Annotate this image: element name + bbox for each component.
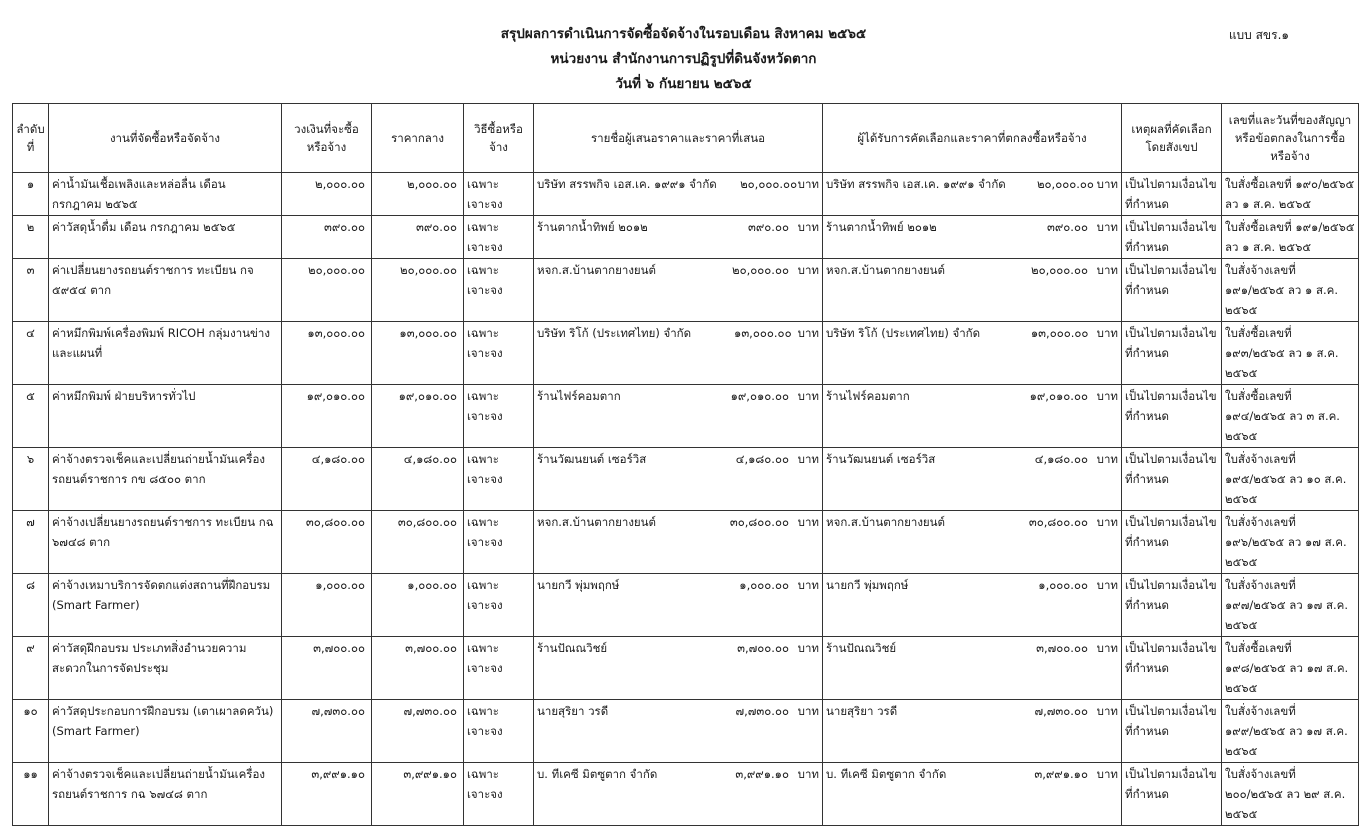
contract-reference: ใบสั่งจ้างเลขที่ ๒๐๐/๒๕๖๕ ลว ๒๙ ส.ค. ๒๕๖๕ [1222,763,1359,826]
table-body [13,173,1359,826]
bid-unit: บาท [797,578,819,592]
item-description: ค่าจ้างตรวจเช็คและเปลี่ยนถ่ายน้ำมันเครื่องรถยนต์ราชการ กข ๘๕๐๐ ตาก [49,448,282,511]
item-description: ค่าน้ำมันเชื้อเพลิงและหล่อลื่น เดือน กรกฎาคม ๒๕๖๕ [49,173,282,216]
contract-reference: ใบสั่งจ้างเลขที่ ๑๙๙/๒๕๖๕ ลว ๑๗ ส.ค. ๒๕๖๕ [1222,700,1359,763]
bid-amount: ๓,๗๐๐.๐๐ [737,641,789,655]
win-amount: ๗,๗๓๐.๐๐ [1034,704,1088,718]
median-price: ๓,๙๙๑.๑๐ [372,763,464,826]
col-header-bidders: รายชื่อผู้เสนอราคาและราคาที่เสนอ [534,104,823,173]
item-description: ค่าหมึกพิมพ์ ฝ่ายบริหารทั่วไป [49,385,282,448]
row-number: ๑๐ [13,700,49,763]
bidder-cell [534,216,823,259]
winner-cell [823,216,1122,259]
procurement-method: เฉพาะเจาะจง [464,700,534,763]
budget-amount: ๓,๙๙๑.๑๐ [282,763,372,826]
win-amount: ๑,๐๐๐.๐๐ [1038,578,1088,592]
document-title: สรุปผลการดำเนินการจัดซื้อจัดจ้างในรอบเดือน สิงหาคม ๒๕๖๕ [500,26,867,42]
selection-reason: เป็นไปตามเงื่อนไขที่กำหนด [1122,173,1222,216]
winner-name: หจก.ส.บ้านตากยางยนต์ [826,263,945,277]
median-price: ๒๐,๐๐๐.๐๐ [372,259,464,322]
bid-unit: บาท [797,326,819,340]
procurement-method: เฉพาะเจาะจง [464,763,534,826]
median-price: ๓๐,๘๐๐.๐๐ [372,511,464,574]
bidder-name: บริษัท สรรพกิจ เอส.เค. ๑๙๙๑ จำกัด [537,177,717,191]
bid-amount: ๓๙๐.๐๐ [748,220,789,234]
col-header-reason: เหตุผลที่คัดเลือกโดยสังเขป [1122,104,1222,173]
winner-name: นายสุริยา วรดี [826,704,898,718]
winner-cell [823,700,1122,763]
selection-reason: เป็นไปตามเงื่อนไขที่กำหนด [1122,322,1222,385]
budget-amount: ๑,๐๐๐.๐๐ [282,574,372,637]
bid-amount: ๗,๗๓๐.๐๐ [735,704,789,718]
document-header [0,22,1367,97]
item-description: ค่าเปลี่ยนยางรถยนต์ราชการ ทะเบียน กจ ๕๙๕๔ ตาก [49,259,282,322]
win-unit: บาท [1096,452,1118,466]
budget-amount: ๓๐,๘๐๐.๐๐ [282,511,372,574]
contract-reference: ใบสั่งซื้อเลขที่ ๑๙๐/๒๕๖๕ ลว ๑ ส.ค. ๒๕๖๕ [1222,173,1359,216]
row-number: ๘ [13,574,49,637]
bidder-name: บริษัท ริโก้ (ประเทศไทย) จำกัด [537,326,692,340]
col-header-budget: วงเงินที่จะซื้อหรือจ้าง [282,104,372,173]
winner-name: หจก.ส.บ้านตากยางยนต์ [826,515,945,529]
median-price: ๑,๐๐๐.๐๐ [372,574,464,637]
bidder-cell [534,700,823,763]
bid-unit: บาท [797,515,819,529]
bid-unit: บาท [797,767,819,781]
budget-amount: ๗,๗๓๐.๐๐ [282,700,372,763]
row-number: ๑๑ [13,763,49,826]
bidder-cell [534,322,823,385]
win-unit: บาท [1096,263,1118,277]
budget-amount: ๒๐,๐๐๐.๐๐ [282,259,372,322]
bid-amount: ๒๐,๐๐๐.๐๐ [740,177,798,191]
contract-reference: ใบสั่งซื้อเลขที่ ๑๙๓/๒๕๖๕ ลว ๑ ส.ค. ๒๕๖๕ [1222,322,1359,385]
agency-name: หน่วยงาน สำนักงานการปฏิรูปที่ดินจังหวัดตาก [550,51,817,67]
table-row [13,448,1359,511]
winner-name: ร้านไฟร์คอมตาก [826,389,910,403]
budget-amount: ๓,๗๐๐.๐๐ [282,637,372,700]
item-description: ค่าจ้างตรวจเช็คและเปลี่ยนถ่ายน้ำมันเครื่องรถยนต์ราชการ กฉ ๖๗๔๘ ตาก [49,763,282,826]
bidder-cell [534,511,823,574]
contract-reference: ใบสั่งจ้างเลขที่ ๑๙๑/๒๕๖๕ ลว ๑ ส.ค. ๒๕๖๕ [1222,259,1359,322]
win-amount: ๑๓,๐๐๐.๐๐ [1030,326,1089,340]
procurement-method: เฉพาะเจาะจง [464,448,534,511]
procurement-method: เฉพาะเจาะจง [464,259,534,322]
table-row [13,322,1359,385]
winner-cell [823,763,1122,826]
win-amount: ๒๐,๐๐๐.๐๐ [1030,263,1088,277]
bidder-cell [534,574,823,637]
bidder-cell [534,385,823,448]
table-header-row [13,104,1359,173]
bid-unit: บาท [797,641,819,655]
budget-amount: ๑๙,๐๑๐.๐๐ [282,385,372,448]
table-row [13,763,1359,826]
contract-reference: ใบสั่งจ้างเลขที่ ๑๙๖/๒๕๖๕ ลว ๑๗ ส.ค. ๒๕๖๕ [1222,511,1359,574]
winner-cell [823,259,1122,322]
item-description: ค่าวัสดุประกอบการฝึกอบรม (เตาเผาลดควัน) (Smart Farmer) [49,700,282,763]
median-price: ๗,๗๓๐.๐๐ [372,700,464,763]
win-amount: ๓๙๐.๐๐ [1047,220,1088,234]
selection-reason: เป็นไปตามเงื่อนไขที่กำหนด [1122,637,1222,700]
bidder-name: ร้านตากน้ำทิพย์ ๒๐๑๒ [537,220,648,234]
winner-name: บริษัท ริโก้ (ประเทศไทย) จำกัด [826,326,981,340]
item-description: ค่าวัสดุฝึกอบรม ประเภทสิ่งอำนวยความสะดวกในการจัดประชุม [49,637,282,700]
procurement-table [12,103,1359,826]
row-number: ๖ [13,448,49,511]
win-amount: ๓๐,๘๐๐.๐๐ [1028,515,1088,529]
winner-name: นายกวี พุ่มพฤกษ์ [826,578,909,592]
winner-cell [823,574,1122,637]
col-header-item: งานที่จัดซื้อหรือจัดจ้าง [49,104,282,173]
col-header-median: ราคากลาง [372,104,464,173]
row-number: ๔ [13,322,49,385]
winner-cell [823,511,1122,574]
winner-name: ร้านวัฒนยนต์ เซอร์วิส [826,452,936,466]
bidder-name: ร้านวัฒนยนต์ เซอร์วิส [537,452,647,466]
winner-name: ร้านปัณณวิชย์ [826,641,897,655]
selection-reason: เป็นไปตามเงื่อนไขที่กำหนด [1122,448,1222,511]
bid-unit: บาท [797,704,819,718]
win-amount: ๓,๙๙๑.๑๐ [1034,767,1088,781]
procurement-method: เฉพาะเจาะจง [464,216,534,259]
bid-amount: ๓,๙๙๑.๑๐ [735,767,789,781]
bid-amount: ๑๙,๐๑๐.๐๐ [730,389,789,403]
bidder-name: นายสุริยา วรดี [537,704,609,718]
win-unit: บาท [1096,389,1118,403]
median-price: ๑๙,๐๑๐.๐๐ [372,385,464,448]
item-description: ค่าจ้างเปลี่ยนยางรถยนต์ราชการ ทะเบียน กฉ ๖๗๔๘ ตาก [49,511,282,574]
bidder-cell [534,259,823,322]
procurement-method: เฉพาะเจาะจง [464,322,534,385]
col-header-method: วิธีซื้อหรือจ้าง [464,104,534,173]
bidder-name: ร้านปัณณวิชย์ [537,641,608,655]
budget-amount: ๓๙๐.๐๐ [282,216,372,259]
bidder-cell [534,763,823,826]
col-header-contract: เลขที่และวันที่ของสัญญาหรือข้อตกลงในการซื้อหรือจ้าง [1222,104,1359,173]
table-row [13,637,1359,700]
win-unit: บาท [1096,326,1118,340]
bid-amount: ๑๓,๐๐๐.๐๐ [734,326,792,340]
winner-cell [823,385,1122,448]
win-unit: บาท [1096,177,1118,191]
bid-amount: ๔,๑๘๐.๐๐ [735,452,789,466]
median-price: ๒,๐๐๐.๐๐ [372,173,464,216]
row-number: ๙ [13,637,49,700]
bidder-name: นายกวี พุ่มพฤกษ์ [537,578,620,592]
table-row [13,173,1359,216]
win-unit: บาท [1096,704,1118,718]
selection-reason: เป็นไปตามเงื่อนไขที่กำหนด [1122,385,1222,448]
median-price: ๑๓,๐๐๐.๐๐ [372,322,464,385]
table-row [13,385,1359,448]
procurement-method: เฉพาะเจาะจง [464,574,534,637]
row-number: ๕ [13,385,49,448]
win-unit: บาท [1096,641,1118,655]
bid-unit: บาท [797,452,819,466]
winner-name: ร้านตากน้ำทิพย์ ๒๐๑๒ [826,220,937,234]
table-row [13,574,1359,637]
row-number: ๒ [13,216,49,259]
selection-reason: เป็นไปตามเงื่อนไขที่กำหนด [1122,574,1222,637]
bid-amount: ๑,๐๐๐.๐๐ [739,578,789,592]
contract-reference: ใบสั่งซื้อเลขที่ ๑๙๘/๒๕๖๕ ลว ๑๗ ส.ค. ๒๕๖๕ [1222,637,1359,700]
procurement-method: เฉพาะเจาะจง [464,511,534,574]
bid-unit: บาท [797,220,819,234]
row-number: ๓ [13,259,49,322]
item-description: ค่าจ้างเหมาบริการจัดตกแต่งสถานที่ฝึกอบรม (Smart Farmer) [49,574,282,637]
bid-unit: บาท [797,177,819,191]
bidder-name: บ. ทีเคซี มิตซูตาก จำกัด [537,767,658,781]
table-row [13,511,1359,574]
item-description: ค่าวัสดุน้ำดื่ม เดือน กรกฎาคม ๒๕๖๕ [49,216,282,259]
col-header-no: ลำดับที่ [13,104,49,173]
contract-reference: ใบสั่งจ้างเลขที่ ๑๙๗/๒๕๖๕ ลว ๑๗ ส.ค. ๒๕๖๕ [1222,574,1359,637]
bidder-cell [534,448,823,511]
bid-amount: ๓๐,๘๐๐.๐๐ [729,515,789,529]
bidder-cell [534,173,823,216]
row-number: ๗ [13,511,49,574]
selection-reason: เป็นไปตามเงื่อนไขที่กำหนด [1122,216,1222,259]
procurement-method: เฉพาะเจาะจง [464,173,534,216]
selection-reason: เป็นไปตามเงื่อนไขที่กำหนด [1122,511,1222,574]
win-unit: บาท [1096,515,1118,529]
win-amount: ๓,๗๐๐.๐๐ [1036,641,1088,655]
contract-reference: ใบสั่งซื้อเลขที่ ๑๙๑/๒๕๖๕ ลว ๑ ส.ค. ๒๕๖๕ [1222,216,1359,259]
winner-name: บริษัท สรรพกิจ เอส.เค. ๑๙๙๑ จำกัด [826,177,1006,191]
row-number: ๑ [13,173,49,216]
bidder-name: หจก.ส.บ้านตากยางยนต์ [537,515,656,529]
winner-cell [823,173,1122,216]
median-price: ๔,๑๘๐.๐๐ [372,448,464,511]
item-description: ค่าหมึกพิมพ์เครื่องพิมพ์ RICOH กลุ่มงานข่างและแผนที่ [49,322,282,385]
budget-amount: ๒,๐๐๐.๐๐ [282,173,372,216]
winner-cell [823,322,1122,385]
win-unit: บาท [1096,220,1118,234]
document-date: วันที่ ๖ กันยายน ๒๕๖๕ [615,76,752,92]
bidder-name: ร้านไฟร์คอมตาก [537,389,621,403]
win-unit: บาท [1096,578,1118,592]
bid-amount: ๒๐,๐๐๐.๐๐ [731,263,789,277]
bid-unit: บาท [797,263,819,277]
win-amount: ๒๐,๐๐๐.๐๐ [1036,177,1094,191]
bidder-cell [534,637,823,700]
procurement-method: เฉพาะเจาะจง [464,385,534,448]
selection-reason: เป็นไปตามเงื่อนไขที่กำหนด [1122,259,1222,322]
winner-cell [823,637,1122,700]
form-code: แบบ สขร.๑ [1228,28,1289,42]
table-row [13,259,1359,322]
procurement-method: เฉพาะเจาะจง [464,637,534,700]
budget-amount: ๔,๑๘๐.๐๐ [282,448,372,511]
bidder-name: หจก.ส.บ้านตากยางยนต์ [537,263,656,277]
median-price: ๓,๗๐๐.๐๐ [372,637,464,700]
selection-reason: เป็นไปตามเงื่อนไขที่กำหนด [1122,700,1222,763]
bid-unit: บาท [797,389,819,403]
selection-reason: เป็นไปตามเงื่อนไขที่กำหนด [1122,763,1222,826]
win-amount: ๔,๑๘๐.๐๐ [1034,452,1088,466]
contract-reference: ใบสั่งจ้างเลขที่ ๑๙๕/๒๕๖๕ ลว ๑๐ ส.ค. ๒๕๖๕ [1222,448,1359,511]
col-header-winner: ผู้ได้รับการคัดเลือกและราคาที่ตกลงซื้อหรือจ้าง [823,104,1122,173]
median-price: ๓๙๐.๐๐ [372,216,464,259]
win-unit: บาท [1096,767,1118,781]
winner-name: บ. ทีเคซี มิตซูตาก จำกัด [826,767,947,781]
winner-cell [823,448,1122,511]
budget-amount: ๑๓,๐๐๐.๐๐ [282,322,372,385]
table-row [13,216,1359,259]
contract-reference: ใบสั่งซื้อเลขที่ ๑๙๔/๒๕๖๕ ลว ๓ ส.ค. ๒๕๖๕ [1222,385,1359,448]
win-amount: ๑๙,๐๑๐.๐๐ [1029,389,1088,403]
table-row [13,700,1359,763]
